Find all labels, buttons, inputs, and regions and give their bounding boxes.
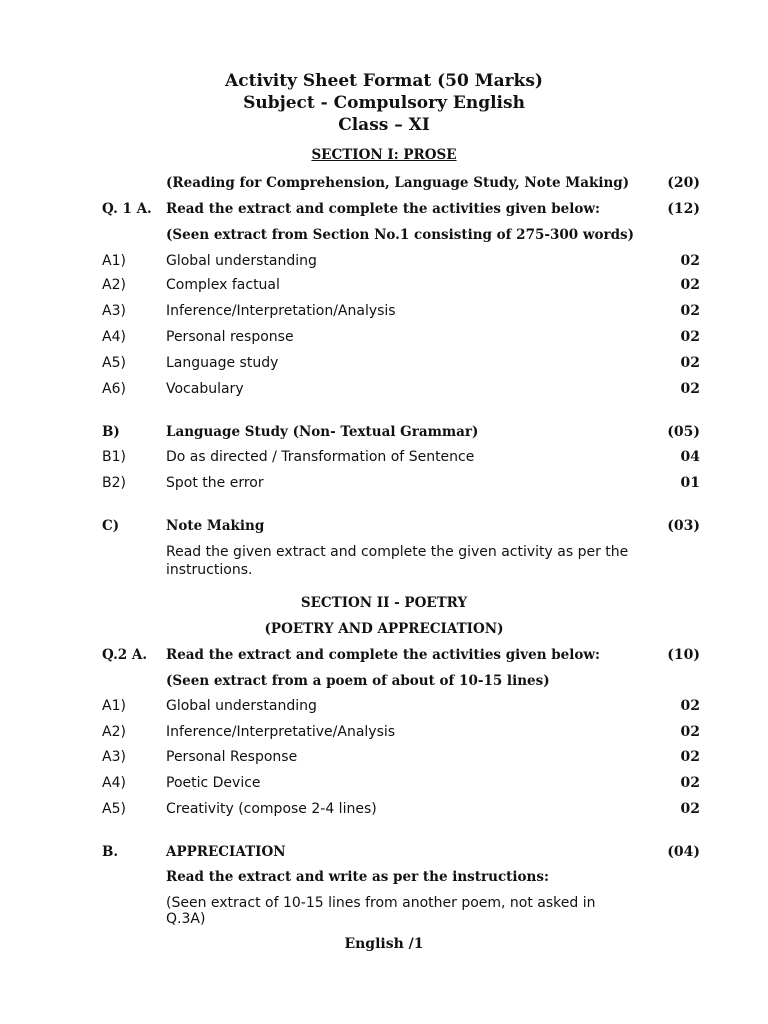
item-text: Personal response xyxy=(166,329,294,345)
section1-heading: SECTION I: PROSE xyxy=(311,147,457,163)
item-marks: 02 xyxy=(680,355,700,371)
item-label: A2) xyxy=(102,277,126,293)
item-label: A6) xyxy=(102,381,126,397)
list-item xyxy=(0,724,768,744)
section2-heading: SECTION II - POETRY xyxy=(300,595,468,611)
item-label: A1) xyxy=(102,253,126,269)
item-marks: 02 xyxy=(680,253,700,269)
list-item xyxy=(0,277,768,297)
item-marks: 02 xyxy=(680,303,700,319)
appreciation-note-1: Read the extract and write as per the instructions: xyxy=(166,869,549,885)
list-item xyxy=(0,698,768,718)
q2a-marks: (10) xyxy=(667,647,700,663)
list-item xyxy=(0,355,768,375)
list-item xyxy=(0,303,768,323)
item-marks: 02 xyxy=(680,775,700,791)
list-item xyxy=(0,449,768,469)
item-label: A4) xyxy=(102,329,126,345)
list-item xyxy=(0,801,768,821)
item-text: Language study xyxy=(166,355,279,371)
item-label: A5) xyxy=(102,801,126,817)
item-text: Inference/Interpretation/Analysis xyxy=(166,303,396,319)
item-label: B1) xyxy=(102,449,126,465)
b-marks: (05) xyxy=(667,424,700,440)
item-marks: 02 xyxy=(680,277,700,293)
item-label: A5) xyxy=(102,355,126,371)
c-text: Note Making xyxy=(166,518,265,534)
item-marks: 02 xyxy=(680,381,700,397)
appreciation-text: APPRECIATION xyxy=(166,844,286,860)
title-block xyxy=(0,70,768,136)
appreciation-note-row xyxy=(0,869,768,889)
item-marks: 02 xyxy=(680,724,700,740)
b-row xyxy=(0,424,768,444)
document-title: Activity Sheet Format (50 Marks) xyxy=(225,71,543,91)
item-text: Creativity (compose 2-4 lines) xyxy=(166,801,377,817)
item-text: Global understanding xyxy=(166,698,317,714)
q1a-row xyxy=(0,201,768,221)
q1a-marks: (12) xyxy=(667,201,700,217)
c-description: Read the given extract and complete the given activity as per the instructions. xyxy=(166,544,629,578)
document-subject: Subject - Compulsory English xyxy=(243,93,525,113)
item-text: Personal Response xyxy=(166,749,298,765)
b-label: B) xyxy=(102,424,120,440)
c-marks: (03) xyxy=(667,518,700,534)
item-text: Vocabulary xyxy=(166,381,244,397)
list-item xyxy=(0,475,768,495)
item-text: Complex factual xyxy=(166,277,280,293)
item-label: A1) xyxy=(102,698,126,714)
appreciation-note-2: (Seen extract of 10-15 lines from another poem, not asked in Q.3A) xyxy=(166,895,596,927)
q2a-note: (Seen extract from a poem of about of 10-15 lines) xyxy=(166,673,550,689)
item-text: Inference/Interpretative/Analysis xyxy=(166,724,396,740)
item-marks: 01 xyxy=(680,475,700,491)
item-marks: 04 xyxy=(680,449,700,465)
appreciation-note-row xyxy=(0,895,768,927)
item-text: Poetic Device xyxy=(166,775,261,791)
q2a-text: Read the extract and complete the activities given below: xyxy=(166,647,600,663)
q1a-text: Read the extract and complete the activities given below: xyxy=(166,201,600,217)
item-label: A2) xyxy=(102,724,126,740)
item-marks: 02 xyxy=(680,698,700,714)
item-label: A3) xyxy=(102,749,126,765)
appreciation-row xyxy=(0,844,768,864)
list-item xyxy=(0,329,768,349)
item-marks: 02 xyxy=(680,749,700,765)
item-text: Do as directed / Transformation of Sentence xyxy=(166,449,475,465)
section2-sub: (POETRY AND APPRECIATION) xyxy=(264,621,504,637)
item-label: A3) xyxy=(102,303,126,319)
section1-sub-marks: (20) xyxy=(667,175,700,191)
item-label: A4) xyxy=(102,775,126,791)
q2a-label: Q.2 A. xyxy=(102,647,148,663)
item-marks: 02 xyxy=(680,329,700,345)
page-footer: English /1 xyxy=(344,936,424,952)
item-label: B2) xyxy=(102,475,126,491)
list-item xyxy=(0,381,768,401)
item-text: Spot the error xyxy=(166,475,264,491)
item-marks: 02 xyxy=(680,801,700,817)
q1a-note-row xyxy=(0,227,768,247)
list-item xyxy=(0,749,768,769)
list-item xyxy=(0,253,768,273)
section1-sub: (Reading for Comprehension, Language Study, Note Making) xyxy=(166,175,630,191)
document-class: Class – XI xyxy=(338,115,430,135)
appreciation-marks: (04) xyxy=(667,844,700,860)
q1a-label: Q. 1 A. xyxy=(102,201,152,217)
c-row xyxy=(0,518,768,538)
item-text: Global understanding xyxy=(166,253,317,269)
b-text: Language Study (Non- Textual Grammar) xyxy=(166,424,479,440)
list-item xyxy=(0,775,768,795)
q2a-note-row xyxy=(0,673,768,693)
c-label: C) xyxy=(102,518,120,534)
q1a-note: (Seen extract from Section No.1 consisting of 275-300 words) xyxy=(166,227,634,243)
q2a-row xyxy=(0,647,768,667)
section1-sub-row xyxy=(0,175,768,195)
appreciation-label: B. xyxy=(102,844,119,860)
